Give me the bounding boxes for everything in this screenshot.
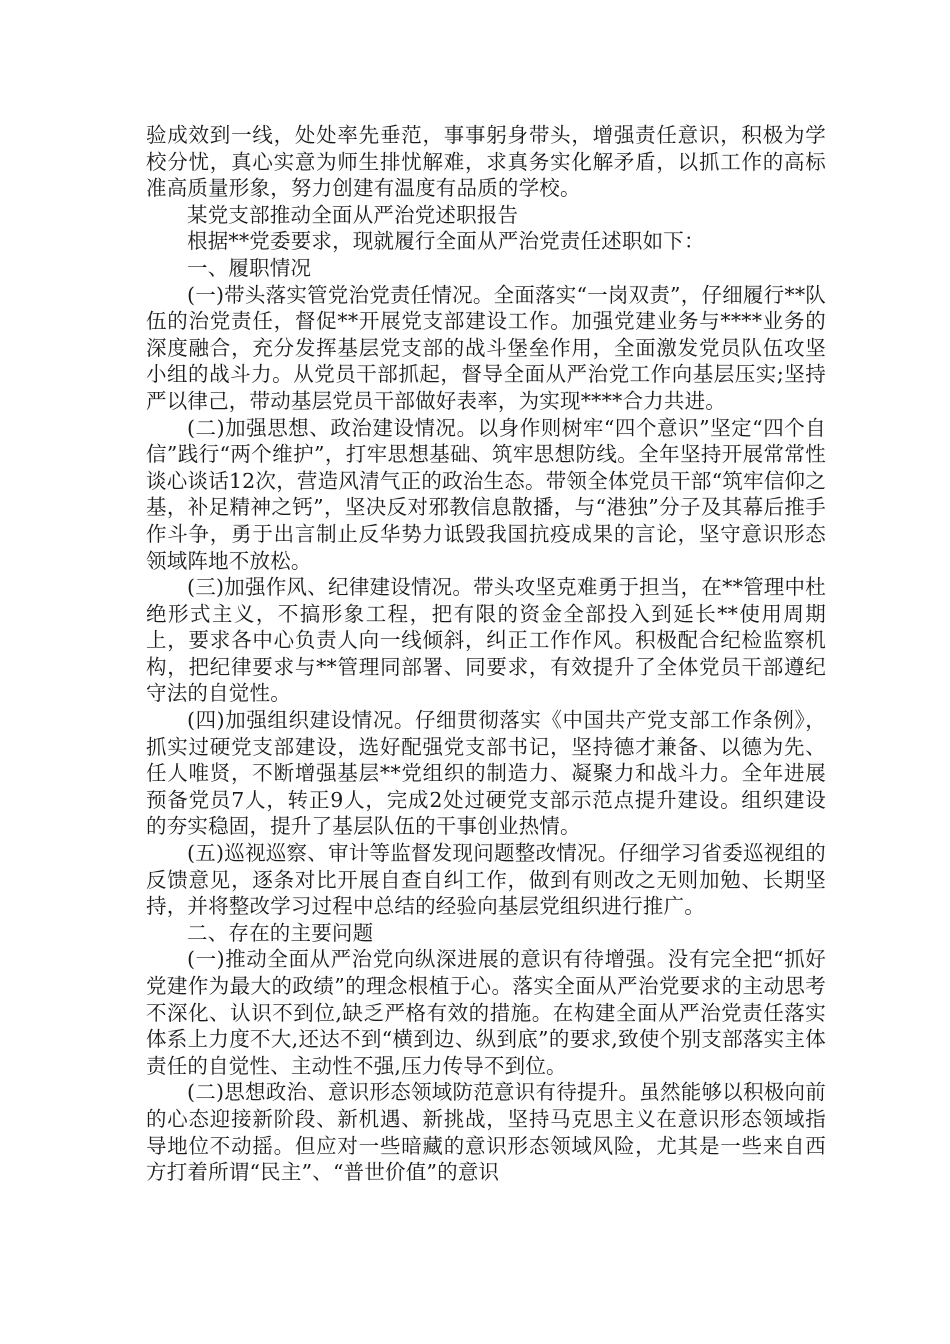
paragraph-problem-1: (一)推动全面从严治党向纵深进展的意识有待增强。没有完全把“抓好党建作为最大的政绩”的理念根植于心。落实全面从严治党要求的主动思考不深化、认识不到位,缺乏严格有效的措施。在构建全面从严治党责任落实体系上力度不大,还达不到“横到边、纵到底”的要求,致使个别支部落实主体责任的自觉性、主动性不强,压力传导不到位。: [146, 947, 826, 1078]
section-heading-problems: 二、存在的主要问题: [187, 920, 374, 945]
document-body: [146, 122, 826, 1186]
section-heading-duties: 一、履职情况: [187, 255, 312, 280]
paragraph-duty-4: (四)加强组织建设情况。仔细贯彻落实《中国共产党支部工作条例》，抓实过硬党支部建设，选好配强党支部书记，坚持德才兼备、以德为先、任人唯贤，不断增强基层**党组织的制造力、凝聚力和战斗力。全年进展预备党员7人，转正9人，完成2处过硬党支部示范点提升建设。组织建设的夯实稳固，提升了基层队伍的干事创业热情。: [146, 708, 826, 839]
paragraph-continuation: 验成效到一线，处处率先垂范，事事躬身带头，增强责任意识，积极为学校分忧，真心实意为师生排忧解难，求真务实化解矛盾，以抓工作的高标准高质量形象，努力创建有温度有品质的学校。: [146, 123, 826, 201]
paragraph-duty-1: (一)带头落实管党治党责任情况。全面落实“一岗双责”，仔细履行**队伍的治党责任，督促**开展党支部建设工作。加强党建业务与****业务的深度融合，充分发挥基层党支部的战斗堡垒作用，全面激发党员队伍攻坚小组的战斗力。从党员干部抓起，督导全面从严治党工作向基层压实;坚持严以律己，带动基层党员干部做好表率，为实现****合力共进。: [146, 282, 826, 413]
paragraph-duty-2: (二)加强思想、政治建设情况。以身作则树牢“四个意识”坚定“四个自信”践行“两个维护”，打牢思想基础、筑牢思想防线。全年坚持开展常常性谈心谈话12次，营造风清气正的政治生态。带领全体党员干部“筑牢信仰之基，补足精神之钙”，坚决反对邪教信息散播，与“港独”分子及其幕后推手作斗争，勇于出言制止反华势力诋毁我国抗疫成果的言论，坚守意识形态领域阵地不放松。: [146, 415, 826, 573]
paragraph-intro: 根据**党委要求，现就履行全面从严治党责任述职如下：: [187, 229, 705, 254]
paragraph-duty-3: (三)加强作风、纪律建设情况。带头攻坚克难勇于担当，在**管理中杜绝形式主义，不搞形象工程，把有限的资金全部投入到延长**使用周期上，要求各中心负责人向一线倾斜，纠正工作作风。积极配合纪检监察机构，把纪律要求与**管理同部署、同要求，有效提升了全体党员干部遵纪守法的自觉性。: [146, 575, 826, 706]
report-title: 某党支部推动全面从严治党述职报告: [187, 202, 519, 227]
paragraph-duty-5: (五)巡视巡察、审计等监督发现问题整改情况。仔细学习省委巡视组的反馈意见，逐条对比开展自查自纠工作，做到有则改之无则加勉、长期坚持，并将整改学习过程中总结的经验向基层党组织进行推广。: [146, 841, 826, 919]
paragraph-problem-2: (二)思想政治、意识形态领域防范意识有待提升。虽然能够以积极向前的心态迎接新阶段、新机遇、新挑战，坚持马克思主义在意识形态领域指导地位不动摇。但应对一些暗藏的意识形态领域风险，尤其是一些来自西方打着所谓“民主”、“普世价值”的意识: [146, 1080, 826, 1185]
